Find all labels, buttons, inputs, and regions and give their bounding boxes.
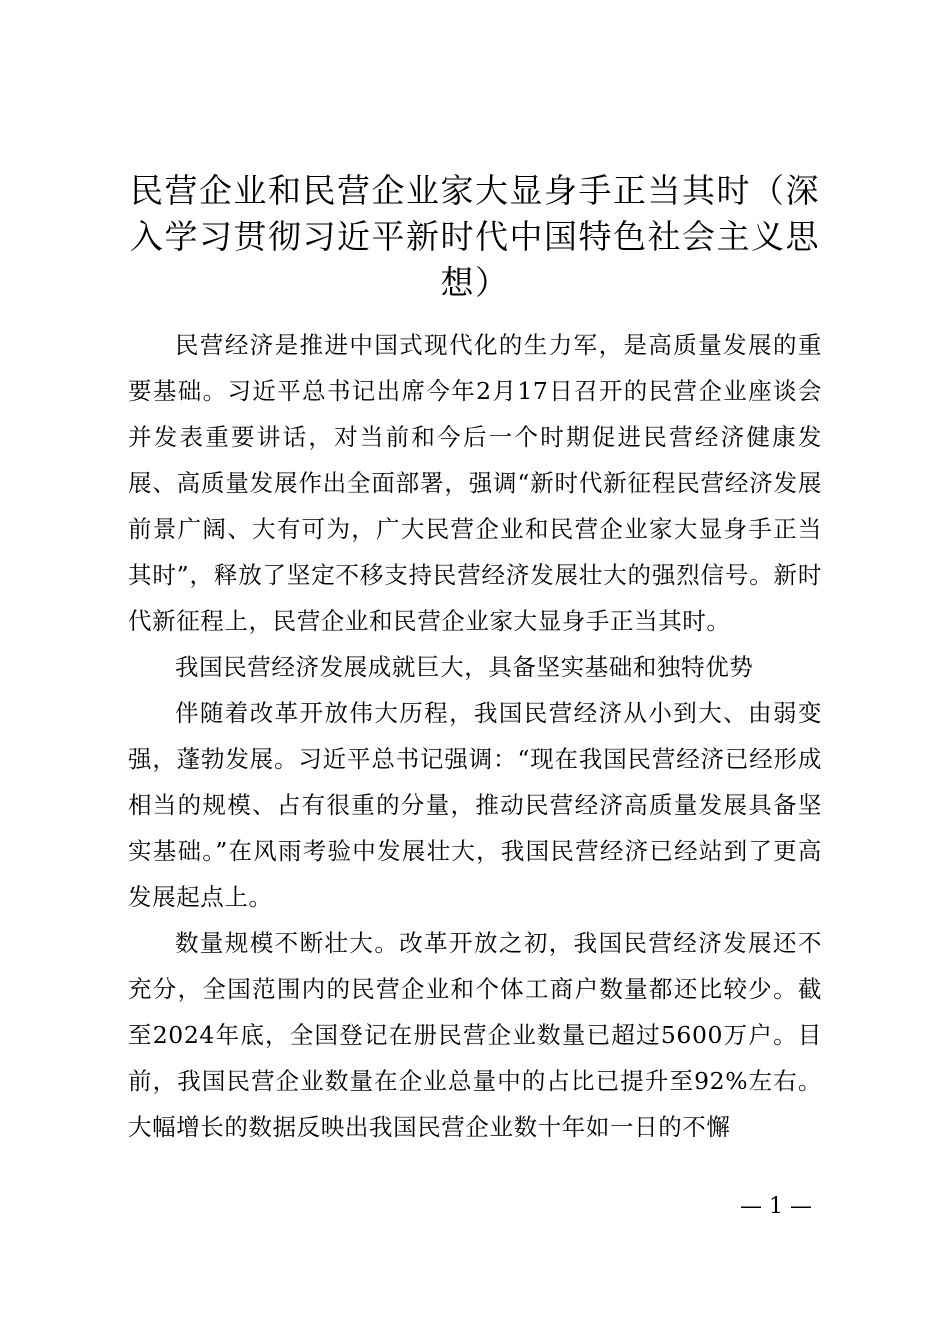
document-title: 民营企业和民营企业家大显身手正当其时（深入学习贯彻习近平新时代中国特色社会主义思想） xyxy=(130,171,820,302)
paragraph-development: 伴随着改革开放伟大历程，我国民营经济从小到大、由弱变强，蓬勃发展。习近平总书记强调：“现在我国民营经济已经形成相当的规模、占有很重的分量，推动民营经济高质量发展具备坚实基础。”在风雨考验中发展壮大，我国民营经济已经站到了更高发展起点上。 xyxy=(128,699,822,911)
paragraph-intro: 民营经济是推进中国式现代化的生力军，是高质量发展的重要基础。习近平总书记出席今年2月17日召开的民营企业座谈会并发表重要讲话，对当前和今后一个时期促进民营经济健康发展、高质量发展作出全面部署，强调“新时代新征程民营经济发展前景广阔、大有可为，广大民营企业和民营企业家大显身手正当其时”，释放了坚定不移支持民营经济发展壮大的强烈信号。新时代新征程上，民营企业和民营企业家大显身手正当其时。 xyxy=(128,331,822,635)
section-heading: 我国民营经济发展成就巨大，具备坚实基础和独特优势 xyxy=(175,653,754,681)
paragraph-scale: 数量规模不断壮大。改革开放之初，我国民营经济发展还不充分，全国范围内的民营企业和个体工商户数量都还比较少。截至2024年底，全国登记在册民营企业数量已超过5600万户。目前，我国民营企业数量在企业总量中的占比已提升至92%左右。大幅增长的数据反映出我国民营企业数十年如一日的不懈 xyxy=(128,929,822,1141)
document-body xyxy=(128,168,822,1150)
page-number: — 1 — xyxy=(740,1194,812,1219)
